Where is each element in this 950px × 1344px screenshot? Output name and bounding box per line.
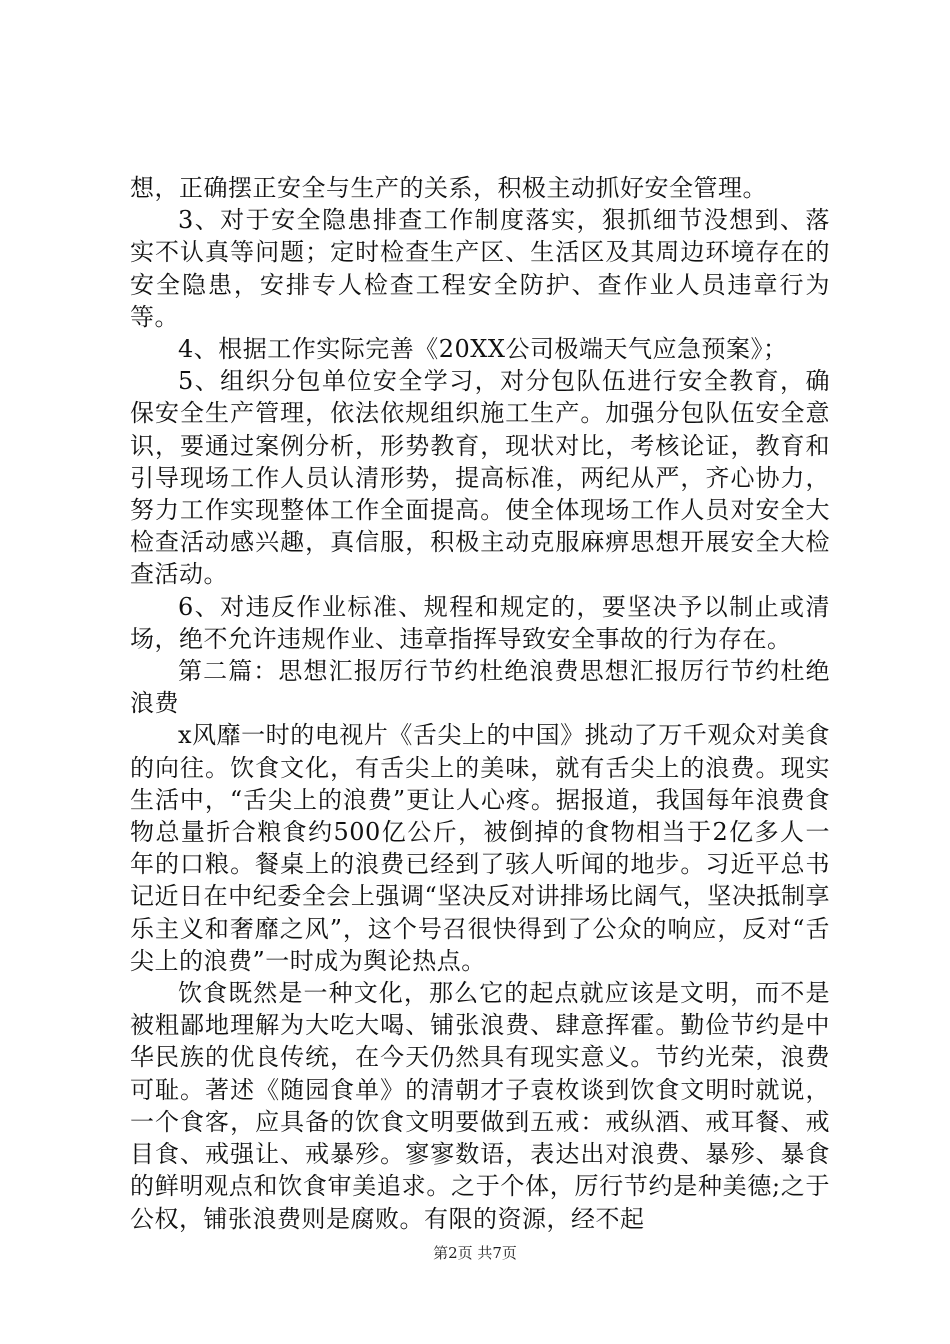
paragraph-item-3: 3、对于安全隐患排查工作制度落实，狠抓细节没想到、落实不认真等问题；定时检查生产区、生活区及其周边环境存在的安全隐患，安排专人检查工程安全防护、查作业人员违章行为等。: [130, 206, 830, 331]
paragraph-continuation: 想，正确摆正安全与生产的关系，积极主动抓好安全管理。: [130, 174, 767, 202]
document-body: [130, 172, 830, 1235]
paragraph-item-5: 5、组织分包单位安全学习，对分包队伍进行安全教育，确保安全生产管理，依法依规组织施工生产。加强分包队伍安全意识，要通过案例分析，形势教育，现状对比，考核论证，教育和引导现场工作人员认清形势，提高标准，两纪从严，齐心协力，努力工作实现整体工作全面提高。使全体现场工作人员对安全大检查活动感兴趣，真信服，积极主动克服麻痹思想开展安全大检查活动。: [130, 367, 830, 589]
section-heading: 第二篇：思想汇报厉行节约杜绝浪费思想汇报厉行节约杜绝浪费: [130, 657, 830, 718]
paragraph-intro: x风靡一时的电视片《舌尖上的中国》挑动了万千观众对美食的向往。饮食文化，有舌尖上的美味，就有舌尖上的浪费。现实生活中，“舌尖上的浪费”更让人心疼。据报道，我国每年浪费食物总量折合粮食约500亿公斤，被倒掉的食物相当于2亿多人一年的口粮。餐桌上的浪费已经到了骇人听闻的地步。习近平总书记近日在中纪委全会上强调“坚决反对讲排场比阔气，坚决抵制享乐主义和奢靡之风”，这个号召很快得到了公众的响应，反对“舌尖上的浪费”一时成为舆论热点。: [130, 721, 830, 975]
paragraph-item-6: 6、对违反作业标准、规程和规定的，要坚决予以制止或清场，绝不允许违规作业、违章指挥导致安全事故的行为存在。: [130, 592, 830, 653]
paragraph-culture: 饮食既然是一种文化，那么它的起点就应该是文明，而不是被粗鄙地理解为大吃大喝、铺张浪费、肆意挥霍。勤俭节约是中华民族的优良传统，在今天仍然具有现实意义。节约光荣，浪费可耻。著述《随园食单》的清朝才子袁枚谈到饮食文明时就说，一个食客，应具备的饮食文明要做到五戒：戒纵酒、戒耳餐、戒目食、戒强让、戒暴殄。寥寥数语，表达出对浪费、暴殄、暴食的鲜明观点和饮食审美追求。之于个体，厉行节约是种美德;之于公权，铺张浪费则是腐败。有限的资源，经不起: [130, 979, 830, 1233]
paragraph-item-4: 4、根据工作实际完善《20XX公司极端天气应急预案》；: [178, 335, 788, 364]
page-footer: 第2页 共7页: [433, 1244, 517, 1262]
